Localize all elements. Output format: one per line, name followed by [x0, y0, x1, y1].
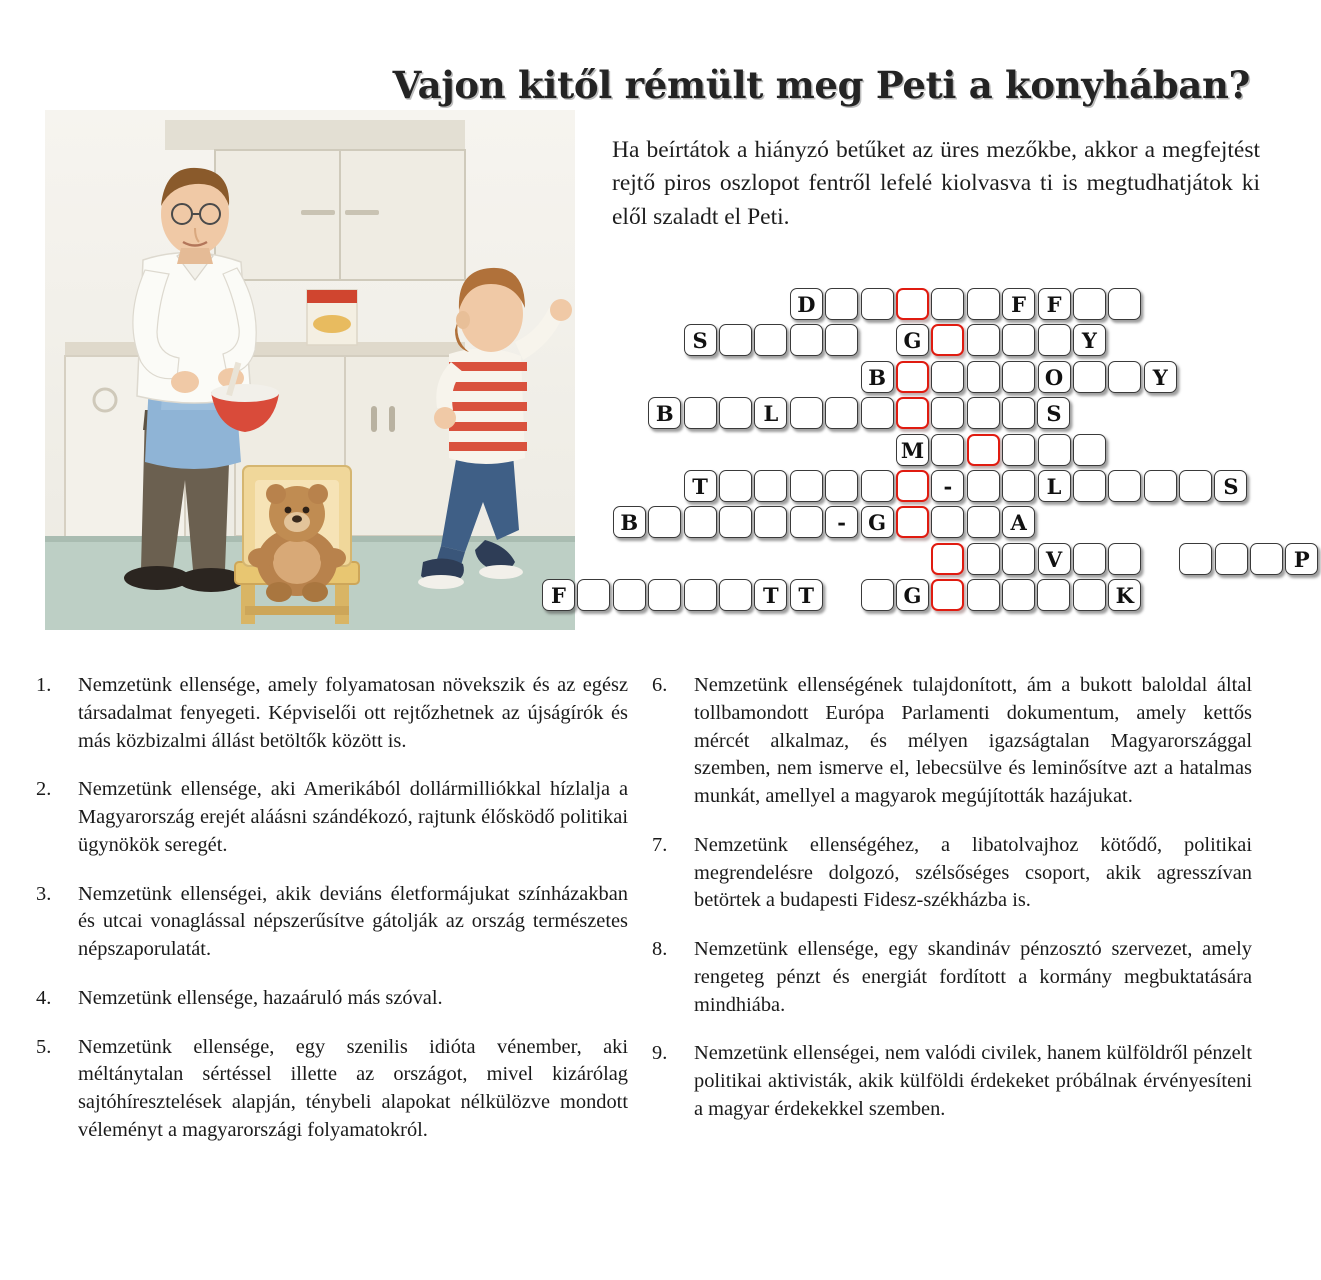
crossword-cell[interactable]: [1002, 543, 1035, 575]
crossword-row: [0, 579, 1280, 615]
crossword-cell-highlight[interactable]: [967, 434, 1000, 466]
crossword-cell[interactable]: [754, 470, 787, 502]
crossword-cell[interactable]: T: [754, 579, 787, 611]
crossword-cell[interactable]: [825, 288, 858, 320]
crossword-cell[interactable]: [719, 470, 752, 502]
crossword-cell[interactable]: T: [790, 579, 823, 611]
clue-text: Nemzetünk ellensége, egy skandináv pénzosztó szervezet, amely rengeteg pénzt és energiát fordított a kormány megbuktatására mindhiába.: [694, 938, 1252, 1016]
crossword-cell[interactable]: [754, 506, 787, 538]
crossword-cell[interactable]: [1179, 470, 1212, 502]
crossword-row: [0, 397, 1280, 433]
crossword-cell[interactable]: [790, 324, 823, 356]
crossword-cell[interactable]: [684, 397, 717, 429]
crossword-cell[interactable]: G: [896, 324, 929, 356]
clue-item: [36, 881, 628, 964]
clue-text: Nemzetünk ellensége, amely folyamatosan növekszik és az egész társadalmat fenyegeti. Képviselői ott rejtőzhetnek az újságírók és más közbizalmi állást betöltők között is.: [78, 674, 628, 752]
row-indent-spacer: [0, 288, 790, 320]
crossword-cell[interactable]: [719, 506, 752, 538]
row-indent-spacer: [0, 434, 896, 466]
crossword-cell[interactable]: L: [1038, 470, 1071, 502]
crossword-gap: [1144, 543, 1177, 575]
crossword-cell[interactable]: D: [790, 288, 823, 320]
crossword-cell[interactable]: F: [1002, 288, 1035, 320]
crossword-cell[interactable]: [1002, 397, 1035, 429]
crossword-cell-highlight[interactable]: [896, 506, 929, 538]
crossword-cell[interactable]: [1215, 543, 1248, 575]
crossword-cell[interactable]: [754, 324, 787, 356]
crossword-cell[interactable]: [931, 506, 964, 538]
crossword-cell-highlight[interactable]: [931, 543, 964, 575]
crossword-cell[interactable]: [861, 579, 894, 611]
crossword-cell[interactable]: [931, 397, 964, 429]
crossword-cell[interactable]: A: [1002, 506, 1035, 538]
page-title: Vajon kitől rémült meg Peti a konyhában?: [392, 62, 1250, 107]
crossword-cell[interactable]: [1002, 361, 1035, 393]
crossword-cell[interactable]: F: [542, 579, 575, 611]
crossword-cell[interactable]: V: [1038, 543, 1071, 575]
crossword-cell[interactable]: B: [648, 397, 681, 429]
crossword-row: [0, 543, 1310, 579]
clue-number: 4.: [36, 986, 52, 1009]
crossword-cell[interactable]: M: [896, 434, 929, 466]
crossword-cell[interactable]: O: [1038, 361, 1071, 393]
crossword-cell[interactable]: B: [861, 361, 894, 393]
crossword-cell[interactable]: [1002, 434, 1035, 466]
crossword-cell[interactable]: [967, 288, 1000, 320]
clue-item: [36, 672, 628, 755]
crossword-cell[interactable]: [861, 470, 894, 502]
clue-item: [36, 1034, 628, 1145]
crossword-cell[interactable]: [648, 506, 681, 538]
crossword-cell[interactable]: S: [1037, 397, 1070, 429]
crossword-cell[interactable]: [1073, 470, 1106, 502]
clue-item: [652, 832, 1252, 915]
crossword-cell[interactable]: [1073, 288, 1106, 320]
crossword-cell[interactable]: P: [1285, 543, 1318, 575]
crossword-cell[interactable]: [790, 397, 823, 429]
clue-text: Nemzetünk ellenségei, nem valódi civilek, hanem külföldről pénzelt politikai aktivisták, akik külföldi érdekeket próbálnak érvényesíteni a magyar érdekekkel szemben.: [694, 1042, 1252, 1120]
crossword-cell[interactable]: [1144, 470, 1177, 502]
crossword-cell[interactable]: [1073, 543, 1106, 575]
crossword-cell-highlight[interactable]: [896, 361, 929, 393]
crossword-cell-highlight[interactable]: [896, 470, 929, 502]
crossword-cell[interactable]: [1250, 543, 1283, 575]
clue-text: Nemzetünk ellenségéhez, a libatolvajhoz kötődő, politikai megrendelésre dolgozó, szélsőséges csoport, akik agresszívan betörtek a budapesti Fidesz-székházba is.: [694, 833, 1252, 912]
crossword-cell[interactable]: [967, 397, 1000, 429]
row-indent-spacer: [0, 470, 684, 502]
crossword-cell[interactable]: [790, 506, 823, 538]
clue-item: [36, 985, 628, 1013]
intro-text: [612, 134, 1260, 234]
crossword-cell[interactable]: [1038, 324, 1071, 356]
crossword-row: [0, 288, 1280, 324]
clue-column-right: [652, 672, 1252, 1145]
clue-number: 8.: [652, 938, 668, 960]
crossword-cell[interactable]: F: [1038, 288, 1071, 320]
crossword-cell[interactable]: [861, 397, 894, 429]
crossword-cell[interactable]: [967, 324, 1000, 356]
crossword-row: [0, 470, 1280, 506]
crossword-cell[interactable]: [684, 506, 717, 538]
crossword-cell[interactable]: [1073, 434, 1106, 466]
row-indent-spacer: [0, 397, 648, 429]
clue-item: [652, 672, 1252, 811]
crossword-cell[interactable]: [577, 579, 610, 611]
row-indent-spacer: [0, 543, 931, 575]
clue-number: 6.: [652, 674, 668, 696]
crossword-cell[interactable]: [931, 434, 964, 466]
crossword-cell[interactable]: [825, 324, 858, 356]
crossword-row: [0, 324, 1280, 360]
clue-item: [652, 936, 1252, 1019]
row-indent-spacer: [0, 579, 542, 611]
clue-column-left: [36, 672, 628, 1166]
crossword-cell[interactable]: [967, 579, 1000, 611]
crossword-cell[interactable]: [967, 543, 1000, 575]
crossword-cell[interactable]: [1002, 324, 1035, 356]
clue-number: 1.: [36, 674, 52, 696]
clue-item: [652, 1040, 1252, 1123]
clue-number: 5.: [36, 1035, 52, 1058]
crossword-cell-highlight[interactable]: [931, 579, 964, 611]
crossword-cell[interactable]: [1108, 543, 1141, 575]
row-indent-spacer: [0, 324, 684, 356]
crossword-cell[interactable]: [931, 361, 964, 393]
crossword-cell[interactable]: [1002, 470, 1035, 502]
crossword-cell[interactable]: [1038, 434, 1071, 466]
clue-text: Nemzetünk ellenségei, akik deviáns életformájukat színházakban és utcai vonaglással népszerűsítve gátolják az ország természetes népszaporulatát.: [78, 882, 628, 960]
clue-number: 2.: [36, 778, 52, 801]
crossword-cell[interactable]: B: [613, 506, 646, 538]
crossword-cell[interactable]: K: [1108, 579, 1141, 611]
crossword-cell[interactable]: [1108, 288, 1141, 320]
crossword-row: [0, 506, 1280, 542]
crossword-cell[interactable]: [684, 579, 717, 611]
crossword-cell[interactable]: [1108, 361, 1141, 393]
intro-paragraph: Ha beírtátok a hiányzó betűket az üres mezőkbe, akkor a megfejtést rejtő piros oszlopot fentről lefelé kiolvasva ti is megtudhatjátok ki elől szaladt el Peti.: [612, 137, 1260, 230]
crossword-cell[interactable]: [825, 397, 858, 429]
crossword-cell[interactable]: [1179, 543, 1212, 575]
crossword-cell[interactable]: [719, 579, 752, 611]
crossword-row: [0, 434, 1280, 470]
crossword-cell[interactable]: G: [861, 506, 894, 538]
crossword-cell[interactable]: [825, 470, 858, 502]
crossword-cell[interactable]: S: [684, 324, 717, 356]
crossword-row: [0, 361, 1280, 397]
crossword-cell[interactable]: L: [754, 397, 787, 429]
crossword-cell[interactable]: [967, 506, 1000, 538]
crossword-cell[interactable]: T: [684, 470, 717, 502]
clue-number: 3.: [36, 882, 52, 905]
crossword-cell[interactable]: [1108, 470, 1141, 502]
crossword-cell-highlight[interactable]: [931, 324, 964, 356]
crossword-cell[interactable]: [719, 397, 752, 429]
clue-text: Nemzetünk ellensége, hazaáruló más szóval.: [78, 986, 443, 1009]
row-indent-spacer: [0, 361, 861, 393]
crossword-cell[interactable]: Y: [1073, 324, 1106, 356]
crossword-cell[interactable]: [613, 579, 646, 611]
crossword-cell[interactable]: -: [931, 470, 964, 502]
crossword-cell[interactable]: G: [896, 579, 929, 611]
row-indent-spacer: [0, 506, 613, 538]
clue-text: Nemzetünk ellenségének tulajdonított, ám a bukott baloldal által tollbamondott Európa Parlamenti dokumentum, amely kettős mércét alkalmaz, és mélyen igazságtalan Magyarországgal szemben, nem ismerve el, lebecsülve és leminősítve azt a hatalmas munkát, amellyel a magyarok megújították hazájukat.: [694, 674, 1252, 807]
crossword-cell[interactable]: [861, 288, 894, 320]
crossword-gap: [825, 579, 858, 611]
crossword-cell[interactable]: S: [1214, 470, 1247, 502]
crossword-cell[interactable]: [967, 470, 1000, 502]
clue-text: Nemzetünk ellensége, egy szenilis idióta vénember, aki méltánytalan sértéssel illette az országot, mivel kizárólag sajtóhíresztelések alapján, ténybeli alapokat nélkülözve mondott véleményt a magyarországi folyamatokról.: [78, 1035, 628, 1141]
crossword-cell[interactable]: [790, 470, 823, 502]
crossword-cell[interactable]: [931, 288, 964, 320]
crossword-cell[interactable]: [648, 579, 681, 611]
crossword-cell[interactable]: [719, 324, 752, 356]
crossword-cell-highlight[interactable]: [896, 397, 929, 429]
clue-number: 7.: [652, 833, 668, 856]
crossword-cell[interactable]: [1002, 579, 1035, 611]
crossword-cell[interactable]: [1073, 579, 1106, 611]
crossword-cell[interactable]: Y: [1144, 361, 1177, 393]
crossword-grid[interactable]: [0, 288, 1310, 616]
crossword-cell[interactable]: [1073, 361, 1106, 393]
crossword-cell[interactable]: [967, 361, 1000, 393]
crossword-cell-highlight[interactable]: [896, 288, 929, 320]
crossword-gap: [861, 324, 894, 356]
crossword-cell[interactable]: -: [825, 506, 858, 538]
clue-number: 9.: [652, 1042, 668, 1065]
clue-item: [36, 776, 628, 859]
clue-text: Nemzetünk ellensége, aki Amerikából dollármilliókkal hízlalja a Magyarország erejét aláásni szándékozó, rajtunk élősködő politikai ügynökök seregét.: [78, 778, 628, 856]
crossword-cell[interactable]: [1037, 579, 1070, 611]
